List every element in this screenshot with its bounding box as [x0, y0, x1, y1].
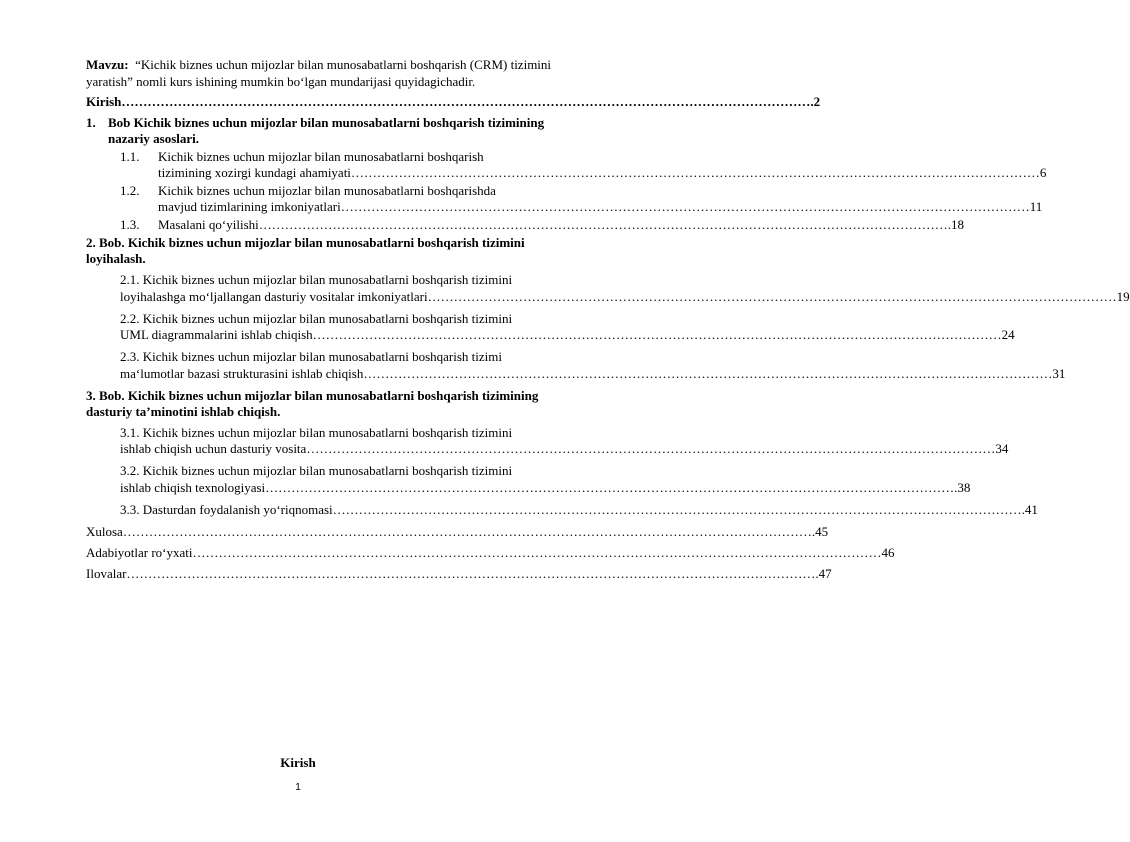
toc-entry-ilovalar [86, 565, 832, 582]
toc-dot-leader [313, 327, 1002, 343]
toc-dot-leader [306, 441, 995, 457]
toc-page: .38 [954, 479, 971, 495]
toc-entry-kirish [86, 94, 821, 110]
chapter-1-number: 1. [86, 115, 96, 130]
toc-dot-leader [126, 566, 815, 582]
next-section-heading: Kirish [280, 755, 316, 770]
toc-title-line2: tizimining xozirgi kundagi ahamiyati [158, 165, 351, 180]
toc-entry-2-1 [120, 272, 1130, 305]
toc-title-line2: mavjud tizimlarining imkoniyatlari [158, 199, 341, 214]
toc-page: 19 [1116, 288, 1130, 304]
toc-page: 46 [881, 544, 895, 560]
toc-entry-2-2 [120, 310, 1015, 344]
chapter-3-heading: 3. Bob. Kichik biznes uchun mijozlar bilan munosabatlarni boshqarish tizimining dasturiy ta’minotini ishlab chiqish. [86, 387, 539, 419]
toc-entry-1-2 [120, 183, 1043, 215]
toc-number: 1.3. [120, 217, 140, 232]
page-number: 1 [295, 782, 301, 793]
toc-number: 1.2. [120, 183, 140, 198]
toc-title: Ilovalar [86, 565, 127, 581]
toc-page: 31 [1052, 365, 1066, 381]
toc-title-line1: 3.2. Kichik biznes uchun mijozlar bilan munosabatlarni boshqarish tizimini [120, 463, 513, 478]
toc-dot-leader [333, 502, 1022, 518]
toc-title-line1: Kichik biznes uchun mijozlar bilan munosabatlarni boshqarishda [158, 183, 496, 198]
topic-label: Mavzu: [86, 57, 129, 72]
toc-title-line1: 3.1. Kichik biznes uchun mijozlar bilan munosabatlarni boshqarish tizimini [120, 424, 513, 440]
toc-entry-3-3 [120, 501, 1038, 518]
toc-title-line2: ishlab chiqish texnologiyasi [120, 479, 266, 495]
toc-number: 1.1. [120, 149, 140, 164]
toc-entry-1-1 [120, 149, 1047, 181]
toc-page: .47 [815, 565, 832, 581]
toc-page: .45 [811, 523, 829, 539]
toc-entry-3-2 [120, 463, 971, 496]
toc-title-line2: UML diagrammalarini ishlab chiqish [120, 327, 313, 342]
toc-dot-leader [363, 366, 1052, 382]
toc-title-line1: 2.2. Kichik biznes uchun mijozlar bilan munosabatlarni boshqarish tizimini [120, 310, 513, 326]
toc-page: 34 [995, 441, 1009, 456]
toc-title-line2: loyihalashga mo‘ljallangan dasturiy vositalar imkoniyatlari [120, 288, 428, 304]
toc-title-line2: ishlab chiqish uchun dasturiy vosita [120, 441, 307, 456]
toc-title-line1: 2.1. Kichik biznes uchun mijozlar bilan munosabatlarni boshqarish tizimini [120, 272, 513, 287]
topic-intro [86, 57, 556, 90]
toc-dot-leader [265, 480, 954, 496]
topic-text: “Kichik biznes uchun mijozlar bilan munosabatlarni boshqarish (CRM) tizimini yaratish” nomli kurs ishining mumkin bo‘lgan mundarijasi quyidagichadir. [86, 57, 552, 89]
toc-page: .2 [810, 94, 821, 109]
toc-title-line1: 2.3. Kichik biznes uchun mijozlar bilan munosabatlarni boshqarish tizimi [120, 349, 502, 364]
toc-title: Xulosa [86, 523, 123, 539]
toc-title-line2: ma‘lumotlar bazasi strukturasini ishlab chiqish [120, 365, 364, 381]
toc-dot-leader [193, 545, 882, 561]
toc-page: .18 [947, 217, 964, 232]
toc-title: 3.3. Dasturdan foydalanish yo‘riqnomasi [120, 501, 333, 517]
toc-title: Adabiyotlar ro‘yxati [86, 544, 193, 560]
toc-page: 24 [1001, 327, 1015, 342]
toc-entry-adabiyotlar [86, 544, 895, 561]
toc-title: Kirish [86, 94, 122, 109]
toc-dot-leader [428, 289, 1117, 305]
toc-page: .41 [1021, 501, 1038, 517]
chapter-1-heading [86, 115, 556, 147]
toc-page: 11 [1029, 199, 1043, 214]
toc-dot-leader [123, 524, 812, 540]
chapter-1-title: Bob Kichik biznes uchun mijozlar bilan munosabatlarni boshqarish tizimining nazariy asoslari. [108, 115, 545, 146]
toc-dot-leader [341, 199, 1030, 215]
toc-dot-leader [259, 217, 948, 233]
toc-title-line1: Kichik biznes uchun mijozlar bilan munosabatlarni boshqarish [158, 149, 484, 164]
toc-entry-xulosa [86, 523, 829, 540]
toc-title: Masalani qo‘yilishi [158, 217, 259, 232]
chapter-2-heading: 2. Bob. Kichik biznes uchun mijozlar bilan munosabatlarni boshqarish tizimini loyihalash. [86, 235, 525, 266]
toc-page: 6 [1039, 165, 1047, 180]
toc-entry-1-3 [120, 217, 964, 233]
toc-entry-2-3 [120, 349, 1066, 382]
toc-dot-leader [121, 94, 810, 110]
document-page [86, 57, 1130, 587]
toc-entry-3-1 [120, 424, 1009, 458]
toc-dot-leader [351, 165, 1040, 181]
